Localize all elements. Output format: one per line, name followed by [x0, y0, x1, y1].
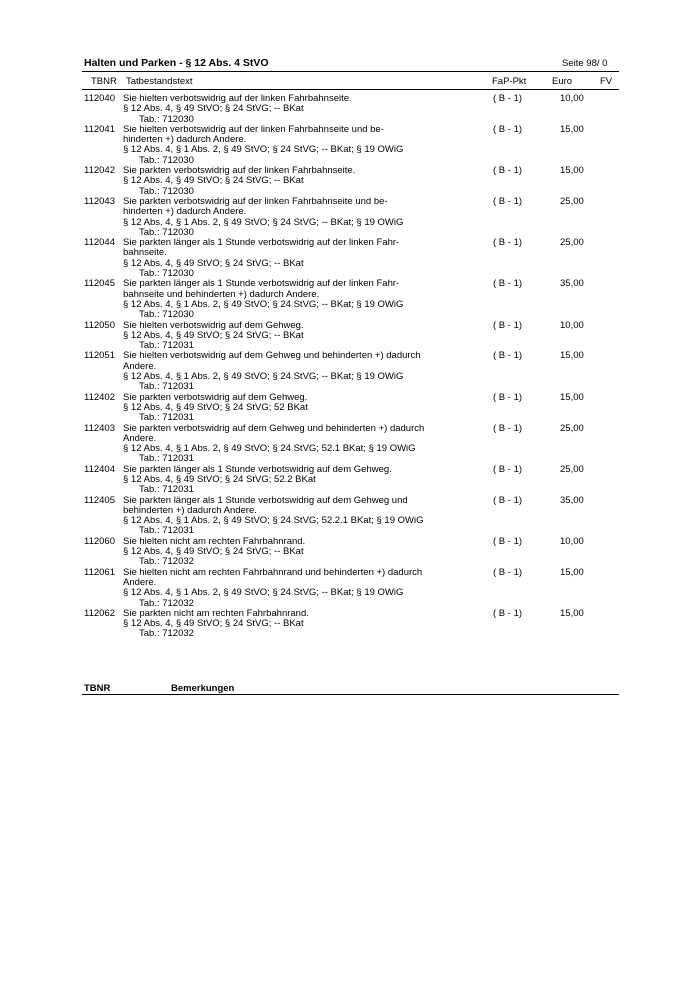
- offense-text-line: § 12 Abs. 4, § 49 StVO; § 24 StVG; -- BKat: [123, 618, 304, 630]
- euro-cell: 10,00: [560, 319, 584, 331]
- table-row: [0, 125, 700, 166]
- offense-text: [123, 166, 423, 197]
- table-row: [0, 279, 700, 320]
- offense-text-line: bahnseite und behinderten +) dadurch Andere.: [123, 288, 320, 300]
- euro-cell: 10,00: [560, 93, 584, 104]
- table-row: [0, 94, 700, 125]
- points-cell: ( B - 1): [493, 195, 523, 207]
- offense-text-line: Sie parkten länger als 1 Stunde verbotswidrig auf dem Gehweg und: [123, 494, 408, 506]
- col-header-text: Tatbestandstext: [126, 76, 193, 87]
- points-cell: ( B - 1): [493, 391, 523, 403]
- offense-text-line: hinderten +) dadurch Andere.: [123, 206, 247, 218]
- table-row: [0, 568, 700, 609]
- points-cell: ( B - 1): [493, 278, 523, 290]
- offense-text-line: § 12 Abs. 4, § 1 Abs. 2, § 49 StVO; § 24 StVG; -- BKat; § 19 OWiG: [123, 298, 404, 310]
- offense-text: [123, 197, 423, 238]
- offense-text-line: § 12 Abs. 4, § 49 StVO; § 24 StVG; -- BKat: [123, 175, 304, 187]
- table-reference: Tab.: 712032: [139, 628, 194, 640]
- offense-text-line: Sie parkten länger als 1 Stunde verbotswidrig auf der linken Fahr-: [123, 237, 400, 249]
- offense-text-line: behinderten +) dadurch Andere.: [123, 504, 257, 516]
- tbnr-cell: 112050: [84, 319, 115, 331]
- tbnr-cell: 112061: [84, 566, 115, 578]
- offense-text-line: § 12 Abs. 4, § 49 StVO; § 24 StVG; 52.2 BKat: [123, 473, 316, 485]
- table-row: [0, 496, 700, 537]
- offense-text: [123, 465, 423, 496]
- points-cell: ( B - 1): [493, 123, 523, 135]
- offense-text: [123, 393, 423, 424]
- euro-cell: 35,00: [560, 278, 584, 290]
- offense-text-line: Sie hielten verbotswidrig auf dem Gehweg und behinderten +) dadurch: [123, 350, 421, 362]
- offense-text: [123, 424, 423, 465]
- offense-text-line: Sie parkten verbotswidrig auf dem Gehweg.: [123, 391, 308, 403]
- offense-text: [123, 279, 423, 320]
- euro-cell: 15,00: [560, 165, 584, 177]
- offense-text: [123, 537, 423, 568]
- table-row: [0, 166, 700, 197]
- offense-text: [123, 609, 423, 640]
- euro-cell: 25,00: [560, 195, 584, 207]
- table-reference: Tab.: 712030: [139, 268, 194, 280]
- table-row: [0, 393, 700, 424]
- table-reference: Tab.: 712031: [139, 453, 194, 465]
- table-reference: Tab.: 712030: [139, 226, 194, 238]
- offense-text: [123, 568, 423, 609]
- tbnr-cell: 112060: [84, 535, 115, 547]
- points-cell: ( B - 1): [493, 535, 523, 547]
- offense-text-line: § 12 Abs. 4, § 1 Abs. 2, § 49 StVO; § 24 StVG; -- BKat; § 19 OWiG: [123, 587, 404, 599]
- offense-text-line: Sie hielten nicht am rechten Fahrbahnrand und behinderten +) dadurch: [123, 566, 423, 578]
- footer-remarks-label: Bemerkungen: [171, 683, 235, 694]
- tbnr-cell: 112402: [84, 391, 115, 403]
- tbnr-cell: 112051: [84, 350, 115, 362]
- offense-text-line: Sie parkten länger als 1 Stunde verbotswidrig auf dem Gehweg.: [123, 463, 392, 475]
- offense-text-line: Sie hielten verbotswidrig auf der linken Fahrbahnseite und be-: [123, 123, 384, 135]
- points-cell: ( B - 1): [493, 422, 523, 434]
- points-cell: ( B - 1): [493, 237, 523, 249]
- table-row: [0, 465, 700, 496]
- table-reference: Tab.: 712032: [139, 556, 194, 568]
- offense-text: [123, 125, 423, 166]
- points-cell: ( B - 1): [493, 494, 523, 506]
- table-reference: Tab.: 712031: [139, 412, 194, 424]
- euro-cell: 15,00: [560, 566, 584, 578]
- offense-text-line: § 12 Abs. 4, § 49 StVO; § 24 StVG; -- BKat: [123, 103, 304, 115]
- tbnr-cell: 112040: [84, 93, 115, 104]
- table-row: [0, 321, 700, 352]
- euro-cell: 15,00: [560, 350, 584, 362]
- offense-text-line: Andere.: [123, 432, 157, 444]
- header-top-rule: [82, 71, 619, 72]
- points-cell: ( B - 1): [493, 93, 523, 104]
- offense-text-line: § 12 Abs. 4, § 1 Abs. 2, § 49 StVO; § 24 StVG; 52.1 BKat; § 19 OWiG: [123, 443, 416, 455]
- table-row: [0, 609, 700, 640]
- table-reference: Tab.: 712032: [139, 597, 194, 609]
- page-title: Halten und Parken - § 12 Abs. 4 StVO: [84, 57, 269, 69]
- euro-cell: 25,00: [560, 237, 584, 249]
- tbnr-cell: 112045: [84, 278, 115, 290]
- footer-tbnr-label: TBNR: [84, 683, 111, 694]
- table-row: [0, 351, 700, 392]
- table-reference: Tab.: 712030: [139, 185, 194, 197]
- offense-text-line: Sie parkten verbotswidrig auf dem Gehweg und behinderten +) dadurch: [123, 422, 425, 434]
- tbnr-cell: 112041: [84, 123, 115, 135]
- header-bottom-rule: [82, 89, 619, 90]
- offense-text: [123, 496, 423, 537]
- offense-text-line: Sie hielten verbotswidrig auf dem Gehweg.: [123, 319, 304, 331]
- offense-text: [123, 238, 423, 279]
- euro-cell: 15,00: [560, 123, 584, 135]
- col-header-euro: Euro: [552, 76, 573, 87]
- points-cell: ( B - 1): [493, 350, 523, 362]
- page-number: Seite 98/ 0: [562, 58, 608, 69]
- offense-text-line: § 12 Abs. 4, § 1 Abs. 2, § 49 StVO; § 24 StVG; 52.2.1 BKat; § 19 OWiG: [123, 515, 424, 527]
- col-header-fv: FV: [600, 76, 613, 87]
- offense-text-line: Sie parkten verbotswidrig auf der linken Fahrbahnseite und be-: [123, 195, 388, 207]
- table-row: [0, 424, 700, 465]
- tbnr-cell: 112404: [84, 463, 115, 475]
- offense-text-line: § 12 Abs. 4, § 49 StVO; § 24 StVG; -- BKat: [123, 329, 304, 341]
- points-cell: ( B - 1): [493, 319, 523, 331]
- table-row: [0, 197, 700, 238]
- euro-cell: 25,00: [560, 463, 584, 475]
- offense-text-line: § 12 Abs. 4, § 49 StVO; § 24 StVG; -- BKat: [123, 546, 304, 558]
- tbnr-cell: 112042: [84, 165, 115, 177]
- offense-text-line: Sie parkten verbotswidrig auf der linken Fahrbahnseite.: [123, 165, 356, 177]
- offense-text-line: Sie parkten nicht am rechten Fahrbahnrand.: [123, 607, 309, 619]
- euro-cell: 10,00: [560, 535, 584, 547]
- offense-text-line: § 12 Abs. 4, § 1 Abs. 2, § 49 StVO; § 24 StVG; -- BKat; § 19 OWiG: [123, 216, 404, 228]
- offense-text-line: § 12 Abs. 4, § 49 StVO; § 24 StVG; 52 BKat: [123, 401, 308, 413]
- offense-text-line: Sie hielten verbotswidrig auf der linken Fahrbahnseite.: [123, 93, 352, 104]
- tbnr-cell: 112062: [84, 607, 115, 619]
- offense-text-line: Andere.: [123, 576, 157, 588]
- table-reference: Tab.: 712030: [139, 309, 194, 321]
- euro-cell: 35,00: [560, 494, 584, 506]
- table-reference: Tab.: 712030: [139, 154, 194, 166]
- points-cell: ( B - 1): [493, 566, 523, 578]
- tbnr-cell: 112403: [84, 422, 115, 434]
- euro-cell: 15,00: [560, 391, 584, 403]
- tbnr-cell: 112405: [84, 494, 115, 506]
- euro-cell: 15,00: [560, 607, 584, 619]
- offense-text-line: bahnseite.: [123, 247, 167, 259]
- table-row: [0, 238, 700, 279]
- offense-text-line: hinderten +) dadurch Andere.: [123, 134, 247, 146]
- table-reference: Tab.: 712031: [139, 525, 194, 537]
- offense-text-line: Sie parkten länger als 1 Stunde verbotswidrig auf der linken Fahr-: [123, 278, 400, 290]
- euro-cell: 25,00: [560, 422, 584, 434]
- offense-text-line: § 12 Abs. 4, § 49 StVO; § 24 StVG; -- BKat: [123, 257, 304, 269]
- offense-text: [123, 94, 423, 125]
- offense-text-line: § 12 Abs. 4, § 1 Abs. 2, § 49 StVO; § 24 StVG; -- BKat; § 19 OWiG: [123, 371, 404, 383]
- tbnr-cell: 112044: [84, 237, 115, 249]
- offense-text-line: Andere.: [123, 360, 157, 372]
- table-reference: Tab.: 712030: [139, 113, 194, 125]
- entry-list: [0, 94, 700, 640]
- tbnr-cell: 112043: [84, 195, 115, 207]
- offense-text: [123, 351, 423, 392]
- points-cell: ( B - 1): [493, 607, 523, 619]
- col-header-fap: FaP-Pkt: [492, 76, 527, 87]
- table-row: [0, 537, 700, 568]
- table-reference: Tab.: 712031: [139, 484, 194, 496]
- table-reference: Tab.: 712031: [139, 381, 194, 393]
- table-reference: Tab.: 712031: [139, 340, 194, 352]
- points-cell: ( B - 1): [493, 463, 523, 475]
- offense-text: [123, 321, 423, 352]
- offense-text-line: Sie hielten nicht am rechten Fahrbahnrand.: [123, 535, 306, 547]
- offense-text-line: § 12 Abs. 4, § 1 Abs. 2, § 49 StVO; § 24 StVG; -- BKat; § 19 OWiG: [123, 144, 404, 156]
- footer-rule: [82, 694, 619, 695]
- col-header-tbnr: TBNR: [91, 76, 117, 87]
- points-cell: ( B - 1): [493, 165, 523, 177]
